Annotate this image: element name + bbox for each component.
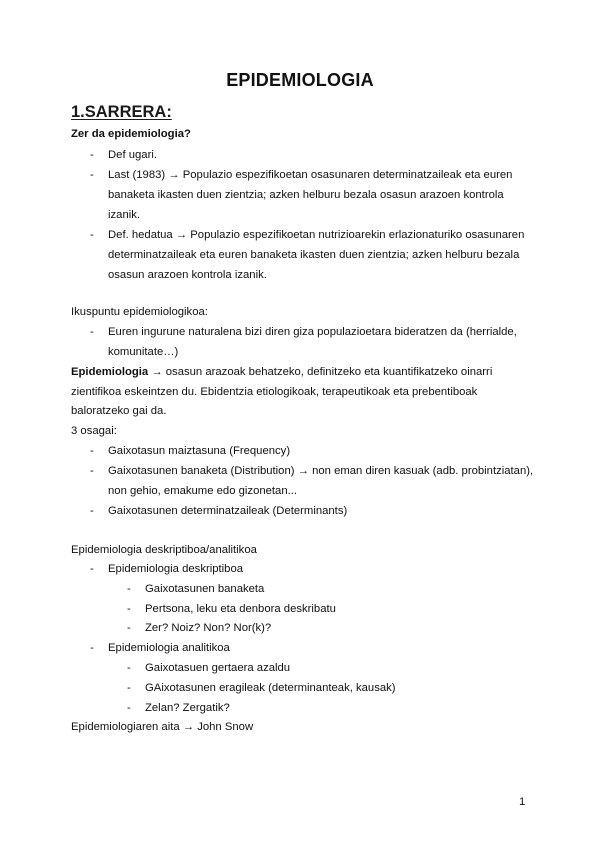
page-title: EPIDEMIOLOGIA [226,70,374,90]
bullet-dash: - [90,642,94,654]
bullet-dash: - [90,563,94,575]
section-heading: 1.SARRERA: [71,103,172,121]
epi-paragraph-line: baloratzeko gai da. [71,405,167,417]
viewpoint-heading: Ikuspuntu epidemiologikoa: [71,306,208,318]
viewpoint-line: komunitate…) [108,346,179,358]
components-heading: 3 osagai: [71,425,117,437]
bullet-dash: - [90,169,94,181]
types-heading: Epidemiologia deskriptiboa/analitikoa [71,544,257,556]
descriptive-label: Epidemiologia deskriptiboa [108,563,244,575]
bullet-dash: - [127,622,131,634]
question-heading: Zer da epidemiologia? [71,128,191,140]
analytic-item: GAixotasunen eragileak (determinanteak, kausak) [145,682,396,694]
component-line: non gehio, emakume edo gizonetan... [108,485,298,497]
bullet-dash: - [127,662,131,674]
component-line: Gaixotasunen determinatzaileak (Determinants) [108,505,348,517]
bullet-dash: - [90,465,94,477]
bullet-dash: - [90,326,94,338]
definition-line: banaketa ikasten duen zientzia; azken helburu bezala osasun arazoen kontrola [108,189,504,201]
bullet-dash: - [90,445,94,457]
bullet-dash: - [127,682,131,694]
analytic-item: Zelan? Zergatik? [145,702,230,714]
definition-line: osasun arazoen kontrola izanik. [108,269,267,281]
bullet-dash: - [127,583,131,595]
father-line: Epidemiologiaren aita → John Snow [71,721,254,733]
definition-line: determinatzaileak eta euren banaketa ikasten duen zientzia; azken helburu bezala [108,249,520,261]
bullet-dash: - [90,149,94,161]
definition-line: Def. hedatua → Populazio espezifikoetan nutrizioarekin erlazionaturiko osasunaren [108,229,525,241]
epi-paragraph-line [71,362,492,382]
bullet-dash: - [90,505,94,517]
component-line: Gaixotasunen banaketa (Distribution) → non eman diren kasuak (adb. probintziatan), [108,465,534,477]
descriptive-item: Gaixotasunen banaketa [145,583,265,595]
bullet-dash: - [127,603,131,615]
bullet-dash: - [90,229,94,241]
definition-line: Def ugari. [108,149,157,161]
analytic-label: Epidemiologia analitikoa [108,642,230,654]
analytic-item: Gaixotasuen gertaera azaldu [145,662,291,674]
descriptive-item: Zer? Noiz? Non? Nor(k)? [145,622,272,634]
epi-term: Epidemiologia [71,366,149,378]
definition-line: Last (1983) → Populazio espezifikoetan osasunaren determinatzaileak eta euren [108,169,513,181]
epi-paragraph-line: zientifikoa eskeintzen du. Ebidentzia etiologikoak, terapeutikoak eta prebentiboak [71,386,478,398]
descriptive-item: Pertsona, leku eta denbora deskribatu [145,603,336,615]
bullet-dash: - [127,702,131,714]
epi-def-text: → osasun arazoak behatzeko, definitzeko eta kuantifikatzeko oinarri [148,366,493,378]
component-line: Gaixotasun maiztasuna (Frequency) [108,445,291,457]
viewpoint-line: Euren ingurune naturalena bizi diren giza populazioetara bideratzen da (herrialde, [108,326,517,338]
definition-line: izanik. [108,209,141,221]
page-number: 1 [519,796,526,808]
